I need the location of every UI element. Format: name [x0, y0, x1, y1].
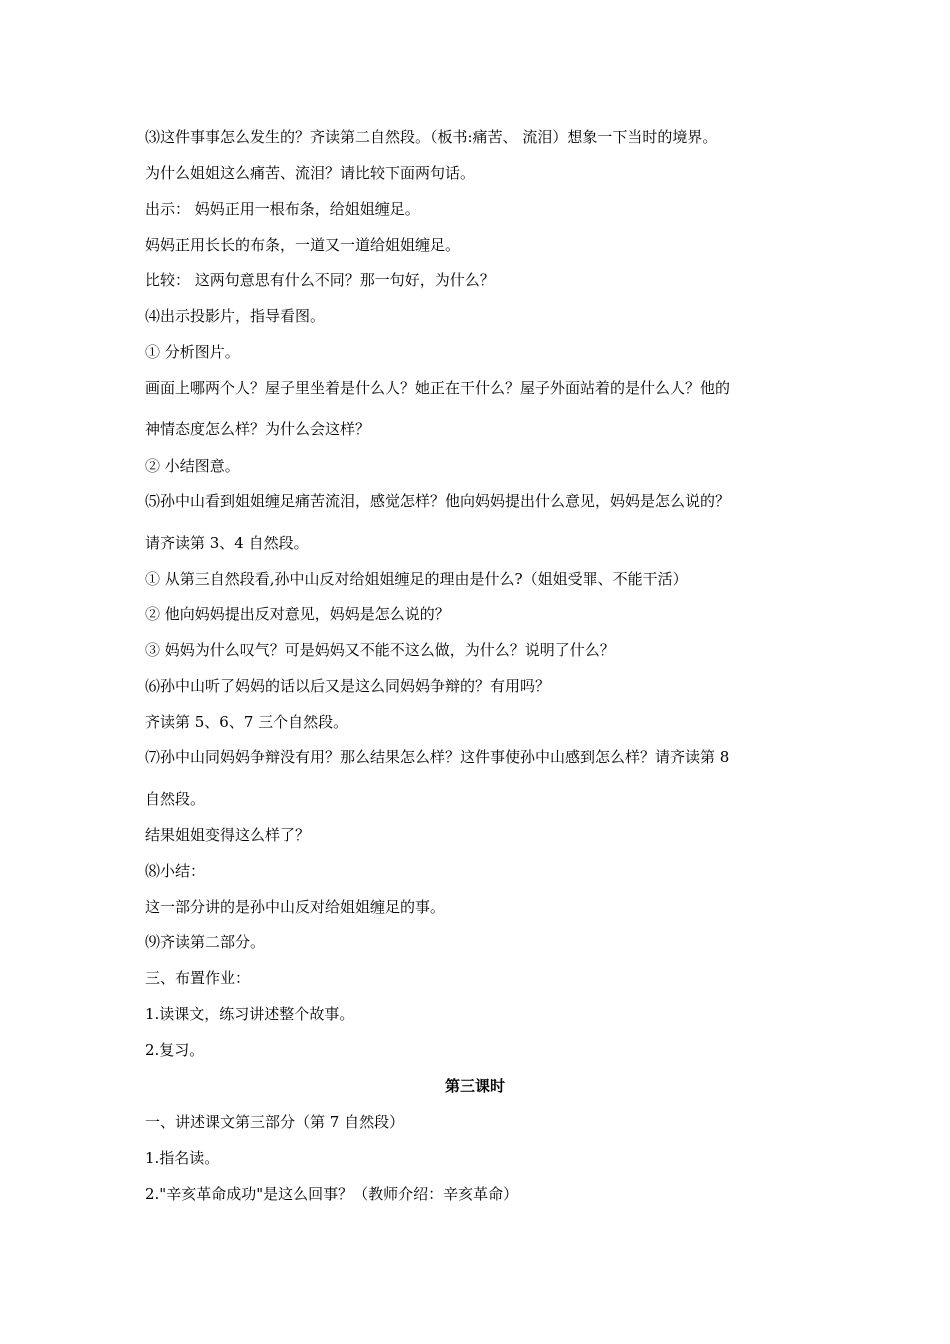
paragraph-line: 为什么姐姐这么痛苦、流泪？请比较下面两句话。 — [145, 164, 476, 182]
paragraph-line: ② 小结图意。 — [145, 457, 240, 475]
paragraph-line: ⑺孙中山同妈妈争辩没有用？那么结果怎么样？这件事使孙中山感到怎么样？请齐读第 8 — [145, 748, 730, 766]
paragraph-line: 1.指名读。 — [145, 1149, 220, 1167]
paragraph-line: 1.读课文，练习讲述整个故事。 — [145, 1005, 355, 1023]
paragraph-line: ⑸孙中山看到姐姐缠足痛苦流泪，感觉怎样？他向妈妈提出什么意见，妈妈是怎么说的？ — [145, 492, 731, 510]
paragraph-line: ① 从第三自然段看,孙中山反对给姐姐缠足的理由是什么?（姐姐受罪、不能干活） — [145, 570, 688, 588]
paragraph-line: 2."辛亥革命成功"是这么回事？（教师介绍：辛亥革命） — [145, 1185, 519, 1203]
paragraph-line: 齐读第 5、6、7 三个自然段。 — [145, 713, 349, 731]
paragraph-line: 出示： 妈妈正用一根布条，给姐姐缠足。 — [145, 200, 420, 218]
paragraph-line: ⑻小结： — [145, 862, 206, 880]
paragraph-line: ⑷出示投影片，指导看图。 — [145, 307, 326, 325]
section-heading: 第三课时 — [444, 1077, 505, 1095]
paragraph-line: 一、讲述课文第三部分（第 7 自然段） — [145, 1113, 405, 1131]
paragraph-line: 三、布置作业： — [145, 969, 251, 987]
paragraph-line: 请齐读第 3、4 自然段。 — [145, 534, 309, 552]
paragraph-line: ① 分析图片。 — [145, 343, 240, 361]
paragraph-line: 结果姐姐变得这么样了？ — [145, 826, 311, 844]
paragraph-line: 神情态度怎么样？为什么会这样？ — [145, 420, 371, 438]
paragraph-line: ⑶这件事事怎么发生的？齐读第二自然段。（板书:痛苦、 流泪）想象一下当时的境界。 — [145, 128, 718, 146]
paragraph-line: ② 他向妈妈提出反对意见，妈妈是怎么说的？ — [145, 605, 450, 623]
paragraph-line: ⑼齐读第二部分。 — [145, 933, 266, 951]
paragraph-line: 妈妈正用长长的布条，一道又一道给姐姐缠足。 — [145, 236, 461, 254]
paragraph-line: ⑹孙中山听了妈妈的话以后又是这么同妈妈争辩的？有用吗？ — [145, 677, 551, 695]
paragraph-line: ③ 妈妈为什么叹气？可是妈妈又不能不这么做，为什么？说明了什么？ — [145, 641, 615, 659]
paragraph-line: 这一部分讲的是孙中山反对给姐姐缠足的事。 — [145, 898, 446, 916]
paragraph-line: 画面上哪两个人？屋子里坐着是什么人？她正在干什么？屋子外面站着的是什么人？他的 — [145, 379, 731, 397]
paragraph-line: 2.复习。 — [145, 1041, 205, 1059]
paragraph-line: 自然段。 — [145, 790, 206, 808]
paragraph-line: 比较： 这两句意思有什么不同？那一句好，为什么？ — [145, 271, 495, 289]
